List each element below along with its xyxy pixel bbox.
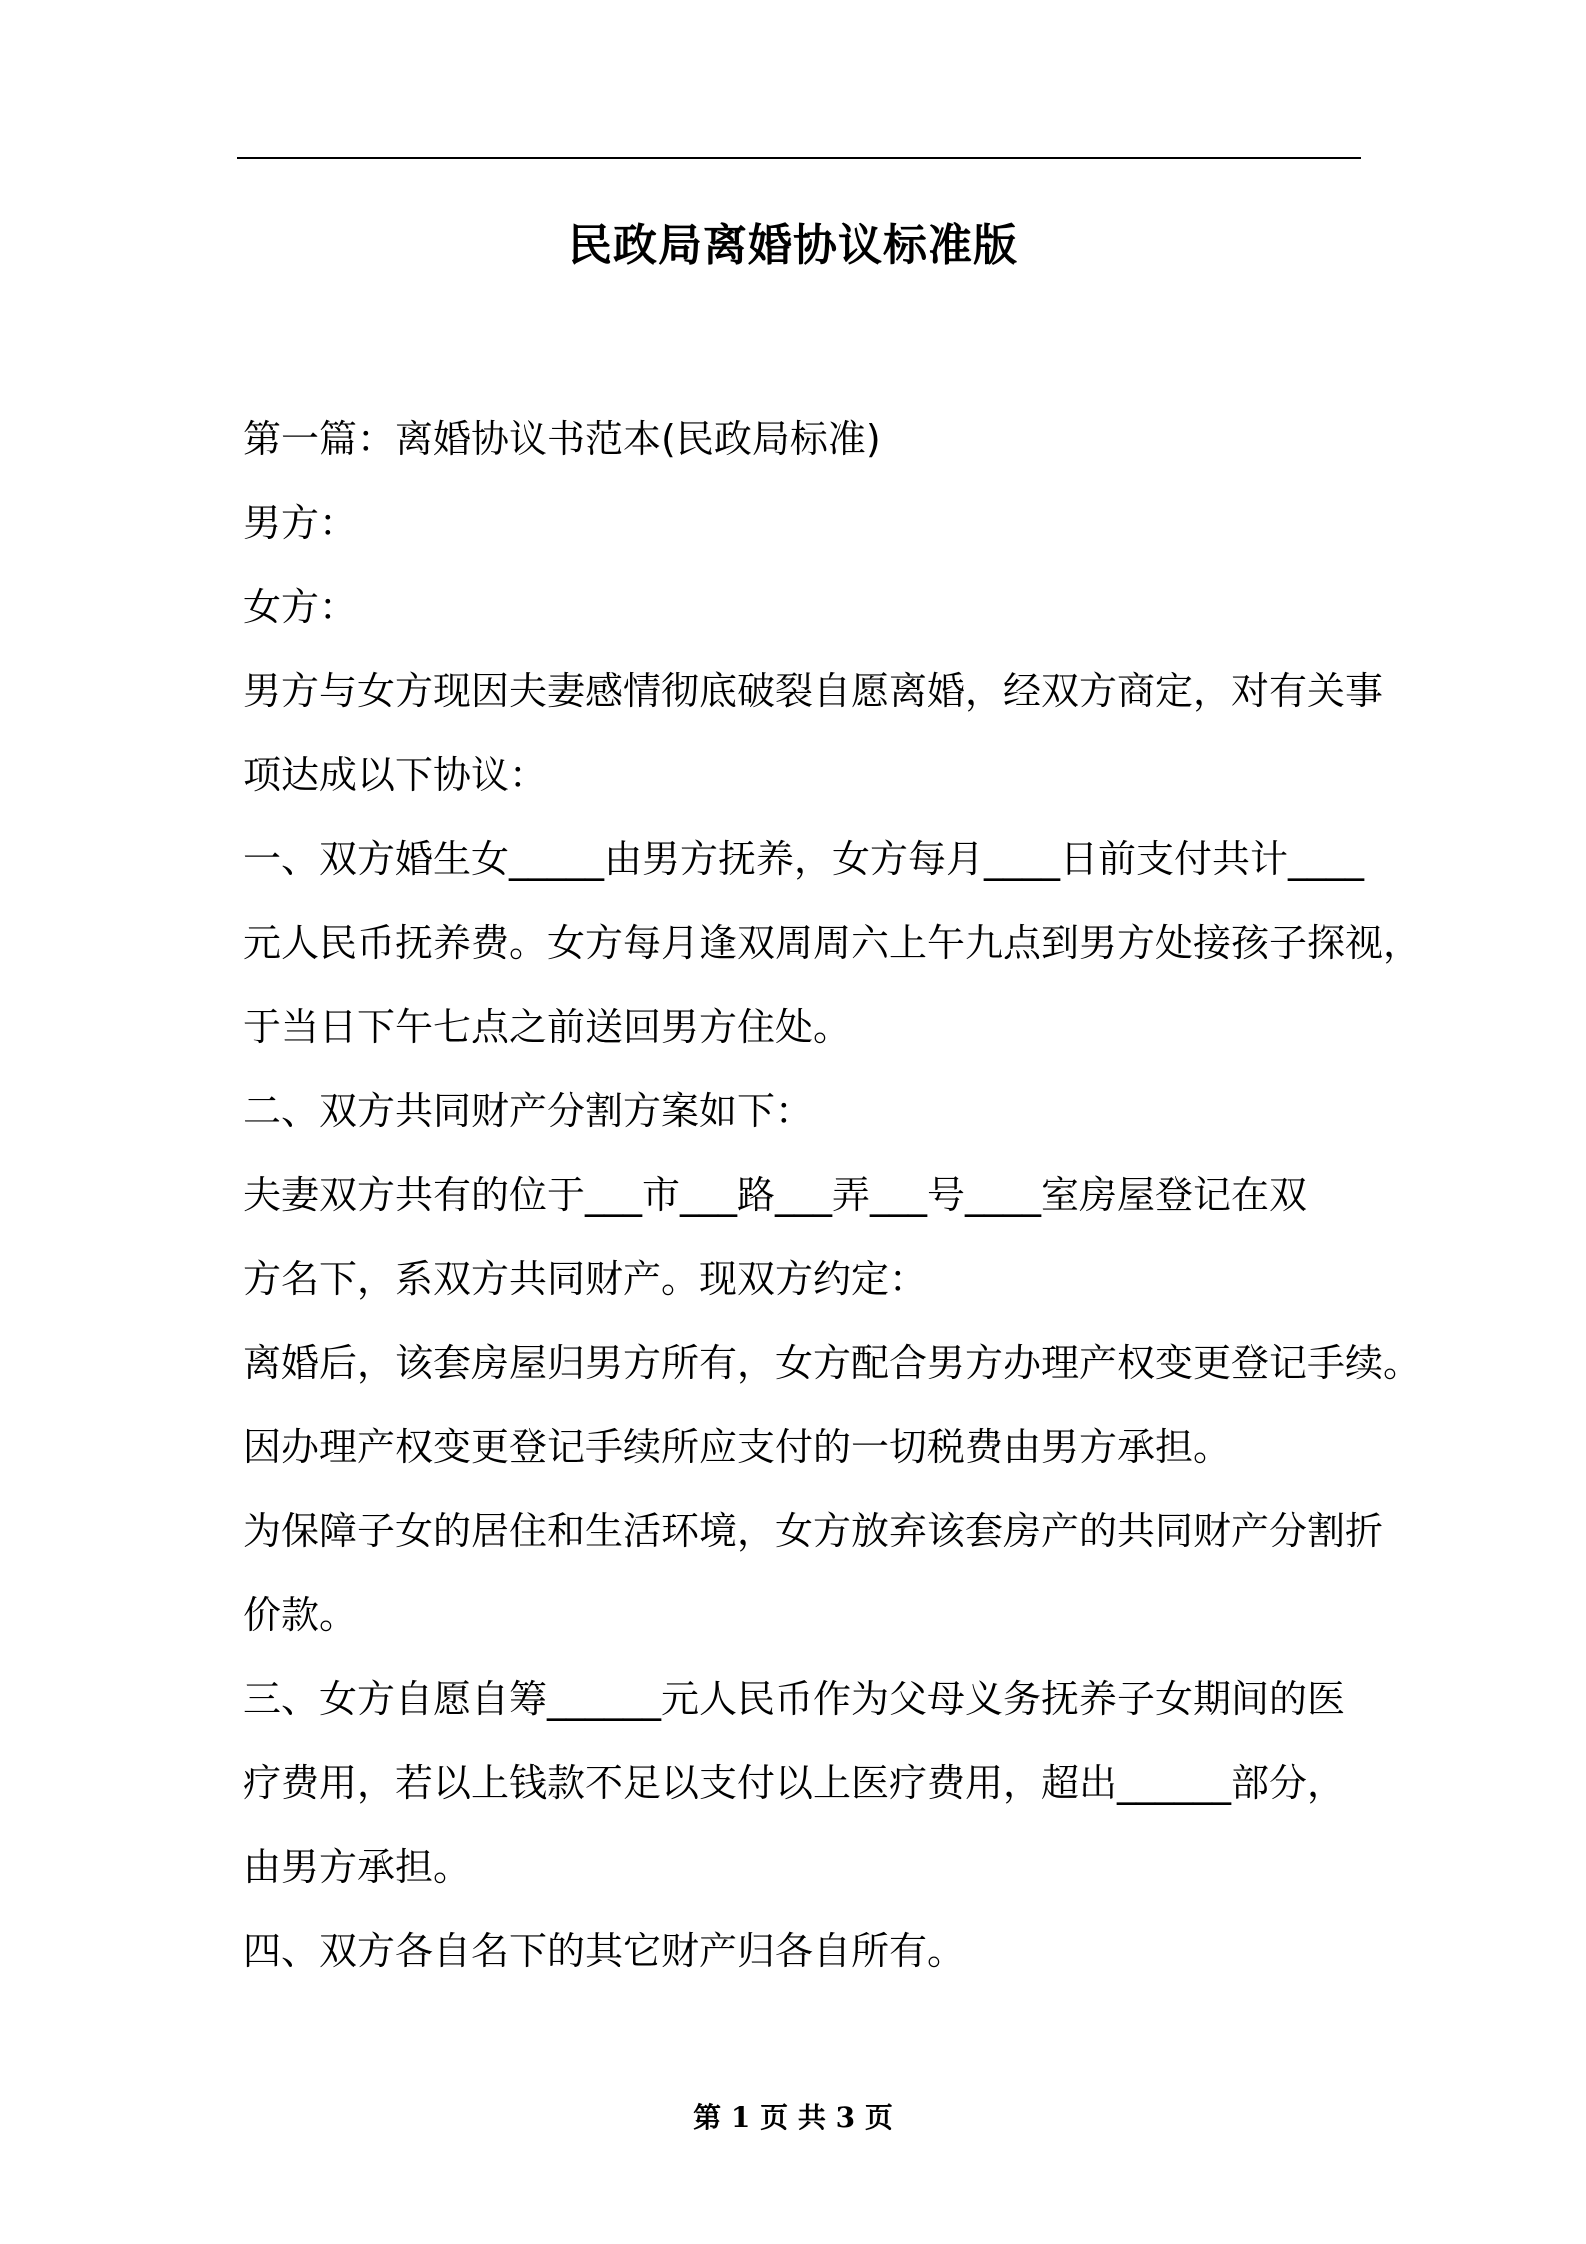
clause-two-line: 因办理产权变更登记手续所应支付的一切税费由男方承担。 [243,1425,1232,1469]
male-party-field: 男方： [243,501,358,545]
document-body [243,412,1422,2008]
section-heading: 第一篇：离婚协议书范本(民政局标准) [243,417,881,461]
clause-two-line: 为保障子女的居住和生活环境，女方放弃该套房产的共同财产分割折 [243,1509,1384,1553]
clause-one-line: 于当日下午七点之前送回男方住处。 [243,1005,852,1049]
clause-two-heading: 二、双方共同财产分割方案如下： [243,1089,814,1133]
document-title: 民政局离婚协议标准版 [568,220,1018,271]
clause-two-line: 方名下，系双方共同财产。现双方约定： [243,1257,928,1301]
clause-three-line: 由男方承担。 [243,1845,472,1889]
header-rule [237,157,1361,159]
clause-two-line: 夫妻双方共有的位于___市___路___弄___号____室房屋登记在双 [243,1173,1308,1217]
clause-two-line: 离婚后，该套房屋归男方所有，女方配合男方办理产权变更登记手续。 [243,1341,1422,1385]
paragraph-line: 男方与女方现因夫妻感情彻底破裂自愿离婚，经双方商定，对有关事 [243,669,1384,713]
clause-one-line: 元人民币抚养费。女方每月逢双周周六上午九点到男方处接孩子探视， [243,921,1422,965]
clause-four-line: 四、双方各自名下的其它财产归各自所有。 [243,1929,966,1973]
clause-two-line: 价款。 [243,1593,358,1637]
clause-one-line: 一、双方婚生女_____由男方抚养，女方每月____日前支付共计____ [243,837,1365,881]
clause-three-line: 三、女方自愿自筹______元人民币作为父母义务抚养子女期间的医 [243,1677,1346,1721]
female-party-field: 女方： [243,585,358,629]
clause-three-line: 疗费用，若以上钱款不足以支付以上医疗费用，超出______部分， [243,1761,1346,1805]
paragraph-line: 项达成以下协议： [243,753,548,797]
page-footer: 第 1 页 共 3 页 [693,2101,893,2134]
